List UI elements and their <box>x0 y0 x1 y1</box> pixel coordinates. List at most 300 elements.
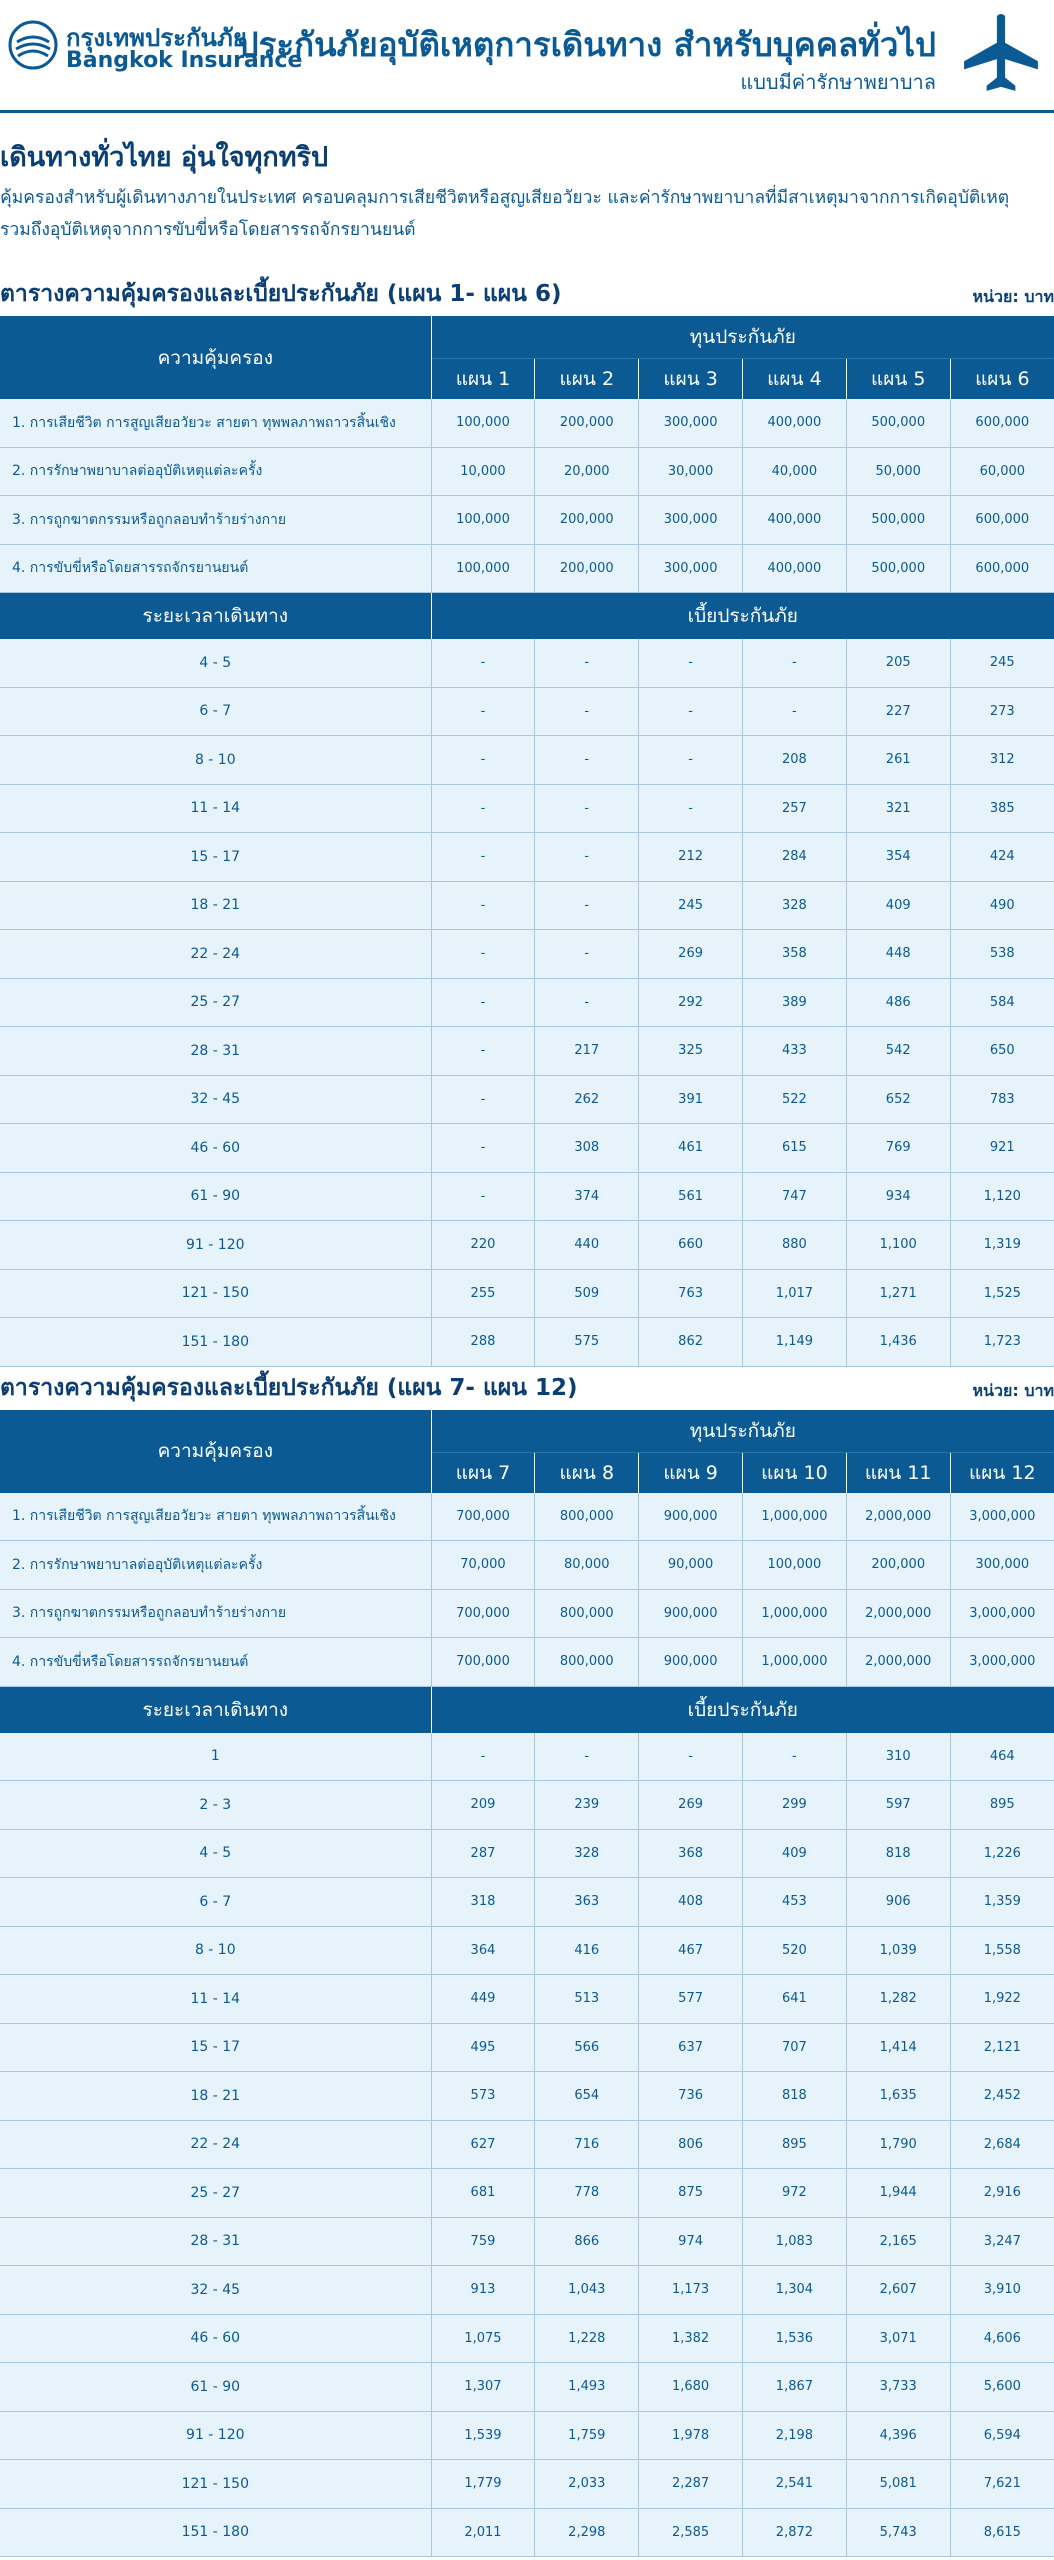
sum-insured-cell: 20,000 <box>535 447 639 496</box>
rate-table-section <box>0 276 1054 1367</box>
premium-cell: 597 <box>846 1781 950 1830</box>
premium-cell: 328 <box>535 1829 639 1878</box>
travel-period-cell: 6 - 7 <box>0 1878 431 1927</box>
premium-cell: 408 <box>639 1878 743 1927</box>
travel-period-cell: 46 - 60 <box>0 1124 431 1173</box>
premium-row <box>0 2266 1054 2315</box>
premium-cell: 220 <box>431 1221 535 1270</box>
premium-cell: 654 <box>535 2072 639 2121</box>
premium-cell: - <box>431 930 535 979</box>
premium-cell: 364 <box>431 1926 535 1975</box>
travel-period-cell: 15 - 17 <box>0 2023 431 2072</box>
premium-row <box>0 833 1054 882</box>
sum-insured-cell: 700,000 <box>431 1638 535 1687</box>
travel-period-cell: 15 - 17 <box>0 833 431 882</box>
premium-cell: 1,017 <box>743 1269 847 1318</box>
premium-cell: 1,075 <box>431 2314 535 2363</box>
sum-insured-cell: 300,000 <box>639 496 743 545</box>
premium-cell: 299 <box>743 1781 847 1830</box>
travel-period-cell: 11 - 14 <box>0 1975 431 2024</box>
premium-cell: - <box>535 881 639 930</box>
premium-cell: 615 <box>743 1124 847 1173</box>
premium-cell: 310 <box>846 1733 950 1781</box>
premium-cell: 1,493 <box>535 2363 639 2412</box>
sum-insured-cell: 90,000 <box>639 1541 743 1590</box>
travel-period-cell: 28 - 31 <box>0 2217 431 2266</box>
sum-insured-cell: 400,000 <box>743 496 847 545</box>
coverage-label: 2. การรักษาพยาบาลต่ออุบัติเหตุแต่ละครั้ง <box>0 1541 431 1590</box>
premium-row <box>0 2460 1054 2509</box>
premium-cell: 318 <box>431 1878 535 1927</box>
premium-row <box>0 1124 1054 1173</box>
premium-cell: 747 <box>743 1172 847 1221</box>
premium-cell: 328 <box>743 881 847 930</box>
premium-row <box>0 1318 1054 1367</box>
premium-cell: - <box>431 736 535 785</box>
travel-period-cell: 18 - 21 <box>0 2072 431 2121</box>
plan-header: แผน 3 <box>639 359 743 400</box>
premium-cell: 542 <box>846 1027 950 1076</box>
premium-cell: - <box>743 639 847 687</box>
plan-header: แผน 1 <box>431 359 535 400</box>
premium-cell: 1,319 <box>950 1221 1054 1270</box>
premium-cell: - <box>639 736 743 785</box>
premium-cell: 1,558 <box>950 1926 1054 1975</box>
plan-header: แผน 8 <box>535 1452 639 1493</box>
premium-cell: 464 <box>950 1733 1054 1781</box>
sum-insured-cell: 2,000,000 <box>846 1589 950 1638</box>
premium-cell: 2,452 <box>950 2072 1054 2121</box>
premium-cell: 862 <box>639 1318 743 1367</box>
premium-row <box>0 2508 1054 2557</box>
tables-container <box>0 276 1054 2557</box>
sum-insured-cell: 200,000 <box>535 399 639 447</box>
sum-insured-cell: 100,000 <box>431 544 535 593</box>
premium-row <box>0 2169 1054 2218</box>
premium-row <box>0 930 1054 979</box>
premium-cell: 2,287 <box>639 2460 743 2509</box>
premium-cell: 227 <box>846 687 950 736</box>
premium-cell: 1,149 <box>743 1318 847 1367</box>
sum-insured-cell: 300,000 <box>639 544 743 593</box>
travel-period-cell: 18 - 21 <box>0 881 431 930</box>
premium-cell: 561 <box>639 1172 743 1221</box>
premium-row <box>0 1975 1054 2024</box>
premium-cell: 763 <box>639 1269 743 1318</box>
sum-insured-cell: 600,000 <box>950 544 1054 593</box>
premium-row <box>0 687 1054 736</box>
coverage-label: 4. การขับขี่หรือโดยสารรถจักรยานยนต์ <box>0 544 431 593</box>
premium-cell: 1,173 <box>639 2266 743 2315</box>
premium-cell: 2,165 <box>846 2217 950 2266</box>
premium-cell: 3,247 <box>950 2217 1054 2266</box>
premium-cell: 577 <box>639 1975 743 2024</box>
premium-cell: 1,414 <box>846 2023 950 2072</box>
sum-insured-cell: 70,000 <box>431 1541 535 1590</box>
premium-cell: - <box>431 687 535 736</box>
premium-cell: 818 <box>743 2072 847 2121</box>
sum-insured-cell: 3,000,000 <box>950 1638 1054 1687</box>
premium-cell: 509 <box>535 1269 639 1318</box>
period-header: ระยะเวลาเดินทาง <box>0 1686 431 1733</box>
premium-cell: 2,916 <box>950 2169 1054 2218</box>
coverage-label: 1. การเสียชีวิต การสูญเสียอวัยวะ สายตา ทุพพลภาพถาวรสิ้นเชิง <box>0 399 431 447</box>
table-title-bar <box>0 1370 1054 1410</box>
premium-cell: - <box>431 881 535 930</box>
sum-insured-cell: 3,000,000 <box>950 1589 1054 1638</box>
premium-cell: 1,307 <box>431 2363 535 2412</box>
premium-cell: 269 <box>639 930 743 979</box>
premium-cell: 1,790 <box>846 2120 950 2169</box>
premium-row <box>0 2314 1054 2363</box>
sum-insured-cell: 900,000 <box>639 1493 743 1541</box>
sum-insured-cell: 80,000 <box>535 1541 639 1590</box>
sum-insured-cell: 100,000 <box>431 399 535 447</box>
premium-cell: 652 <box>846 1075 950 1124</box>
premium-cell: - <box>431 1733 535 1781</box>
premium-cell: 660 <box>639 1221 743 1270</box>
intro-section <box>0 113 1054 246</box>
sum-insured-cell: 600,000 <box>950 496 1054 545</box>
premium-cell: 354 <box>846 833 950 882</box>
premium-cell: 1,271 <box>846 1269 950 1318</box>
premium-cell: - <box>535 833 639 882</box>
premium-cell: - <box>431 639 535 687</box>
sum-insured-cell: 2,000,000 <box>846 1638 950 1687</box>
intro-heading: เดินทางทั่วไทย อุ่นใจทุกทริป <box>0 142 329 173</box>
premium-row <box>0 2023 1054 2072</box>
premium-row <box>0 2411 1054 2460</box>
travel-period-cell: 1 <box>0 1733 431 1781</box>
bangkok-insurance-logo[interactable] <box>8 18 303 78</box>
premium-row <box>0 1075 1054 1124</box>
premium-cell: 2,298 <box>535 2508 639 2557</box>
premium-cell: 806 <box>639 2120 743 2169</box>
premium-cell: 769 <box>846 1124 950 1173</box>
premium-row <box>0 2120 1054 2169</box>
premium-cell: 681 <box>431 2169 535 2218</box>
premium-cell: 637 <box>639 2023 743 2072</box>
plan-header: แผน 7 <box>431 1452 535 1493</box>
premium-cell: 239 <box>535 1781 639 1830</box>
sum-insured-cell: 1,000,000 <box>743 1638 847 1687</box>
sum-insured-cell: 200,000 <box>535 544 639 593</box>
premium-cell: 895 <box>950 1781 1054 1830</box>
premium-cell: 584 <box>950 978 1054 1027</box>
coverage-label: 3. การถูกฆาตกรรมหรือถูกลอบทำร้ายร่างกาย <box>0 1589 431 1638</box>
premium-cell: 875 <box>639 2169 743 2218</box>
sum-insured-cell: 800,000 <box>535 1638 639 1687</box>
coverage-header: ความคุ้มครอง <box>0 1410 431 1493</box>
premium-cell: 575 <box>535 1318 639 1367</box>
premium-cell: 284 <box>743 833 847 882</box>
travel-period-cell: 25 - 27 <box>0 978 431 1027</box>
period-header: ระยะเวลาเดินทาง <box>0 593 431 640</box>
travel-period-cell: 6 - 7 <box>0 687 431 736</box>
premium-cell: - <box>743 1733 847 1781</box>
sum-insured-cell: 800,000 <box>535 1493 639 1541</box>
premium-cell: 5,743 <box>846 2508 950 2557</box>
premium-row <box>0 1269 1054 1318</box>
sum-insured-header: ทุนประกันภัย <box>431 1410 1054 1453</box>
premium-cell: 461 <box>639 1124 743 1173</box>
rate-table-section <box>0 1370 1054 2558</box>
premium-row <box>0 1027 1054 1076</box>
premium-cell: 522 <box>743 1075 847 1124</box>
premium-cell: 449 <box>431 1975 535 2024</box>
premium-cell: 325 <box>639 1027 743 1076</box>
plan-header: แผน 11 <box>846 1452 950 1493</box>
sum-insured-cell: 700,000 <box>431 1493 535 1541</box>
premium-cell: 3,071 <box>846 2314 950 2363</box>
premium-cell: - <box>535 639 639 687</box>
premium-cell: 650 <box>950 1027 1054 1076</box>
plan-header: แผน 12 <box>950 1452 1054 1493</box>
unit-label: หน่วย: บาท <box>972 287 1054 306</box>
premium-cell: 974 <box>639 2217 743 2266</box>
premium-cell: 2,121 <box>950 2023 1054 2072</box>
travel-period-cell: 2 - 3 <box>0 1781 431 1830</box>
airplane-icon <box>960 12 1042 94</box>
premium-cell: 1,228 <box>535 2314 639 2363</box>
intro-line-1: คุ้มครองสำหรับผู้เดินทางภายในประเทศ ครอบคลุมการเสียชีวิตหรือสูญเสียอวัยวะ และค่ารักษาพยาบาลที่มีสาเหตุมาจากการเกิดอุบัติเหตุ <box>0 188 1010 208</box>
premium-cell: 2,872 <box>743 2508 847 2557</box>
premium-cell: 433 <box>743 1027 847 1076</box>
premium-cell: 1,867 <box>743 2363 847 2412</box>
premium-cell: 1,100 <box>846 1221 950 1270</box>
sum-insured-cell: 10,000 <box>431 447 535 496</box>
page-subtitle: แบบมีค่ารักษาพยาบาล <box>740 70 936 94</box>
travel-period-cell: 91 - 120 <box>0 2411 431 2460</box>
sum-insured-cell: 700,000 <box>431 1589 535 1638</box>
premium-cell: 1,635 <box>846 2072 950 2121</box>
premium-cell: 716 <box>535 2120 639 2169</box>
premium-cell: 641 <box>743 1975 847 2024</box>
travel-period-cell: 46 - 60 <box>0 2314 431 2363</box>
premium-cell: 1,226 <box>950 1829 1054 1878</box>
coverage-row <box>0 399 1054 447</box>
premium-cell: 6,594 <box>950 2411 1054 2460</box>
premium-cell: 409 <box>743 1829 847 1878</box>
coverage-header: ความคุ้มครอง <box>0 316 431 399</box>
plan-header: แผน 2 <box>535 359 639 400</box>
premium-cell: - <box>431 1027 535 1076</box>
sum-insured-cell: 900,000 <box>639 1589 743 1638</box>
premium-cell: 627 <box>431 2120 535 2169</box>
premium-row <box>0 2217 1054 2266</box>
premium-cell: 880 <box>743 1221 847 1270</box>
premium-cell: - <box>639 687 743 736</box>
premium-cell: - <box>431 833 535 882</box>
premium-row <box>0 1829 1054 1878</box>
premium-cell: 312 <box>950 736 1054 785</box>
premium-cell: 2,011 <box>431 2508 535 2557</box>
premium-cell: - <box>743 687 847 736</box>
sum-insured-cell: 200,000 <box>535 496 639 545</box>
premium-cell: 1,539 <box>431 2411 535 2460</box>
premium-cell: - <box>535 1733 639 1781</box>
coverage-row <box>0 1638 1054 1687</box>
premium-cell: 934 <box>846 1172 950 1221</box>
premium-cell: 453 <box>743 1878 847 1927</box>
coverage-label: 2. การรักษาพยาบาลต่ออุบัติเหตุแต่ละครั้ง <box>0 447 431 496</box>
premium-cell: 2,198 <box>743 2411 847 2460</box>
premium-cell: 707 <box>743 2023 847 2072</box>
premium-cell: 212 <box>639 833 743 882</box>
travel-period-cell: 91 - 120 <box>0 1221 431 1270</box>
premium-cell: 363 <box>535 1878 639 1927</box>
page-title: ประกันภัยอุบัติเหตุการเดินทาง สำหรับบุคคลทั่วไป <box>237 25 936 64</box>
premium-header: เบี้ยประกันภัย <box>431 1686 1054 1733</box>
premium-cell: 262 <box>535 1075 639 1124</box>
coverage-premium-table <box>0 316 1054 1367</box>
sum-insured-cell: 30,000 <box>639 447 743 496</box>
sum-insured-cell: 40,000 <box>743 447 847 496</box>
premium-cell: 490 <box>950 881 1054 930</box>
page-header <box>0 0 1054 113</box>
premium-cell: 759 <box>431 2217 535 2266</box>
sum-insured-cell: 3,000,000 <box>950 1493 1054 1541</box>
table-title: ตารางความคุ้มครองและเบี้ยประกันภัย (แผน 7- แผน 12) <box>0 1374 578 1401</box>
premium-cell: 1,525 <box>950 1269 1054 1318</box>
travel-period-cell: 8 - 10 <box>0 1926 431 1975</box>
premium-row <box>0 881 1054 930</box>
premium-cell: 2,585 <box>639 2508 743 2557</box>
premium-cell: 3,733 <box>846 2363 950 2412</box>
premium-row <box>0 978 1054 1027</box>
sum-insured-cell: 1,000,000 <box>743 1589 847 1638</box>
travel-period-cell: 28 - 31 <box>0 1027 431 1076</box>
premium-cell: 7,621 <box>950 2460 1054 2509</box>
travel-period-cell: 25 - 27 <box>0 2169 431 2218</box>
premium-cell: 2,684 <box>950 2120 1054 2169</box>
travel-period-cell: 22 - 24 <box>0 930 431 979</box>
sum-insured-cell: 60,000 <box>950 447 1054 496</box>
premium-cell: 4,606 <box>950 2314 1054 2363</box>
coverage-row <box>0 1493 1054 1541</box>
coverage-premium-table <box>0 1410 1054 2558</box>
premium-cell: 416 <box>535 1926 639 1975</box>
coverage-label: 3. การถูกฆาตกรรมหรือถูกลอบทำร้ายร่างกาย <box>0 496 431 545</box>
premium-row <box>0 639 1054 687</box>
premium-cell: 778 <box>535 2169 639 2218</box>
premium-cell: 736 <box>639 2072 743 2121</box>
premium-row <box>0 784 1054 833</box>
sum-insured-cell: 300,000 <box>950 1541 1054 1590</box>
premium-cell: 2,541 <box>743 2460 847 2509</box>
coverage-row <box>0 496 1054 545</box>
sum-insured-cell: 300,000 <box>639 399 743 447</box>
sum-insured-header: ทุนประกันภัย <box>431 316 1054 359</box>
premium-cell: 321 <box>846 784 950 833</box>
premium-cell: - <box>431 1172 535 1221</box>
plan-header: แผน 5 <box>846 359 950 400</box>
premium-cell: 566 <box>535 2023 639 2072</box>
coverage-label: 1. การเสียชีวิต การสูญเสียอวัยวะ สายตา ทุพพลภาพถาวรสิ้นเชิง <box>0 1493 431 1541</box>
premium-cell: 287 <box>431 1829 535 1878</box>
sum-insured-cell: 400,000 <box>743 544 847 593</box>
premium-cell: 261 <box>846 736 950 785</box>
premium-cell: 358 <box>743 930 847 979</box>
travel-period-cell: 32 - 45 <box>0 2266 431 2315</box>
sum-insured-cell: 400,000 <box>743 399 847 447</box>
premium-cell: 818 <box>846 1829 950 1878</box>
sum-insured-cell: 50,000 <box>846 447 950 496</box>
premium-cell: 3,910 <box>950 2266 1054 2315</box>
coverage-row <box>0 1589 1054 1638</box>
premium-cell: 972 <box>743 2169 847 2218</box>
premium-row <box>0 2363 1054 2412</box>
sum-insured-cell: 1,000,000 <box>743 1493 847 1541</box>
premium-cell: 2,607 <box>846 2266 950 2315</box>
sum-insured-cell: 900,000 <box>639 1638 743 1687</box>
premium-cell: - <box>535 687 639 736</box>
premium-cell: 424 <box>950 833 1054 882</box>
plan-header: แผน 4 <box>743 359 847 400</box>
premium-cell: 1,083 <box>743 2217 847 2266</box>
plan-header: แผน 10 <box>743 1452 847 1493</box>
premium-cell: 288 <box>431 1318 535 1367</box>
premium-cell: 391 <box>639 1075 743 1124</box>
sum-insured-cell: 100,000 <box>431 496 535 545</box>
sum-insured-cell: 500,000 <box>846 399 950 447</box>
premium-cell: 8,615 <box>950 2508 1054 2557</box>
premium-row <box>0 1878 1054 1927</box>
sum-insured-cell: 2,000,000 <box>846 1493 950 1541</box>
premium-cell: 467 <box>639 1926 743 1975</box>
premium-row <box>0 1926 1054 1975</box>
premium-cell: 5,600 <box>950 2363 1054 2412</box>
travel-period-cell: 22 - 24 <box>0 2120 431 2169</box>
premium-cell: 245 <box>639 881 743 930</box>
table-title: ตารางความคุ้มครองและเบี้ยประกันภัย (แผน 1- แผน 6) <box>0 281 562 307</box>
premium-cell: 273 <box>950 687 1054 736</box>
premium-cell: - <box>431 1075 535 1124</box>
premium-cell: 448 <box>846 930 950 979</box>
premium-row <box>0 1221 1054 1270</box>
travel-period-cell: 151 - 180 <box>0 2508 431 2557</box>
premium-cell: 205 <box>846 639 950 687</box>
travel-period-cell: 121 - 150 <box>0 1269 431 1318</box>
coverage-label: 4. การขับขี่หรือโดยสารรถจักรยานยนต์ <box>0 1638 431 1687</box>
premium-cell: 292 <box>639 978 743 1027</box>
premium-cell: - <box>431 978 535 1027</box>
premium-cell: 573 <box>431 2072 535 2121</box>
unit-label: หน่วย: บาท <box>972 1380 1054 1400</box>
premium-cell: 1,723 <box>950 1318 1054 1367</box>
sum-insured-cell: 600,000 <box>950 399 1054 447</box>
travel-period-cell: 32 - 45 <box>0 1075 431 1124</box>
travel-period-cell: 4 - 5 <box>0 1829 431 1878</box>
premium-cell: 5,081 <box>846 2460 950 2509</box>
premium-cell: 389 <box>743 978 847 1027</box>
premium-cell: 1,359 <box>950 1878 1054 1927</box>
intro-description <box>0 182 1054 246</box>
premium-cell: 385 <box>950 784 1054 833</box>
premium-cell: 895 <box>743 2120 847 2169</box>
premium-cell: 1,043 <box>535 2266 639 2315</box>
premium-cell: 217 <box>535 1027 639 1076</box>
premium-cell: 1,978 <box>639 2411 743 2460</box>
premium-cell: 255 <box>431 1269 535 1318</box>
premium-cell: 866 <box>535 2217 639 2266</box>
sum-insured-cell: 200,000 <box>846 1541 950 1590</box>
plan-header: แผน 6 <box>950 359 1054 400</box>
coverage-row <box>0 1541 1054 1590</box>
premium-cell: 1,779 <box>431 2460 535 2509</box>
travel-period-cell: 151 - 180 <box>0 1318 431 1367</box>
sum-insured-cell: 800,000 <box>535 1589 639 1638</box>
